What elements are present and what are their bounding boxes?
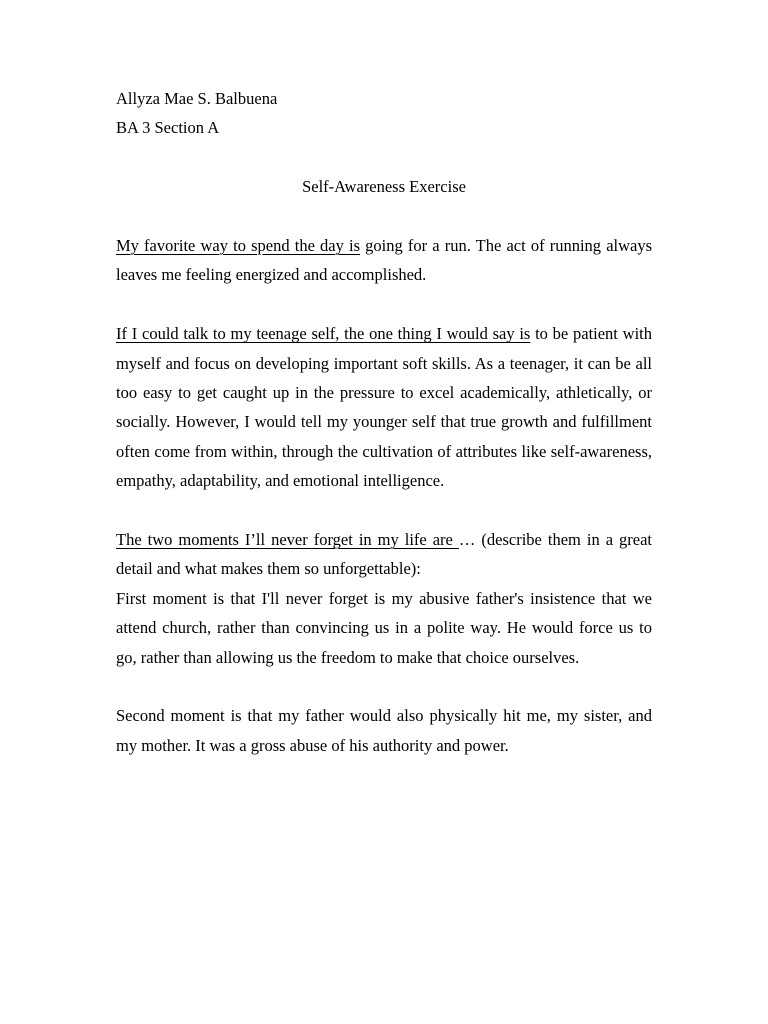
spacer: [116, 143, 652, 172]
paragraph-teenage-self: [116, 319, 652, 495]
paragraph-second-moment: Second moment is that my father would also physically hit me, my sister, and my mother. It was a gross abuse of his authority and power.: [116, 706, 652, 755]
paragraph-two-moments: [116, 525, 652, 584]
answer-two-moments: … (describe them in a great detail and what makes them so unforgettable):: [116, 530, 652, 579]
spacer: [116, 672, 652, 701]
document-title: Self-Awareness Exercise: [302, 177, 466, 197]
prompt-favorite-day: My favorite way to spend the day is: [116, 236, 361, 255]
prompt-teenage-self: If I could talk to my teenage self, the one thing I would say is: [116, 324, 531, 344]
spacer: [116, 202, 652, 231]
answer-favorite-day: going for a run. The act of running always leaves me feeling energized and accomplished.: [116, 236, 653, 285]
spacer: [116, 496, 652, 525]
class-section: BA 3 Section A: [116, 118, 220, 138]
paragraph-favorite-day: [116, 231, 652, 290]
spacer: [116, 290, 652, 319]
prompt-two-moments: The two moments I’ll never forget in my life are: [116, 530, 459, 550]
author-name: Allyza Mae S. Balbuena: [116, 89, 278, 108]
answer-teenage-self: to be patient with myself and focus on developing important soft skills. As a teenager, it can be all too easy to get caught up in the pressure to excel academically, athletically, or socially. However, I would tell my younger self that true growth and fulfillment often come from within, through the cultivation of attributes like self-awareness, empathy, adaptability, and emotional intelligence.: [116, 324, 652, 491]
paragraph-first-moment: First moment is that I'll never forget is my abusive father's insistence that we attend church, rather than convincing us in a polite way. He would force us to go, rather than allowing us the freedom to make that choice ourselves.: [116, 588, 652, 667]
document-page: [116, 84, 652, 760]
